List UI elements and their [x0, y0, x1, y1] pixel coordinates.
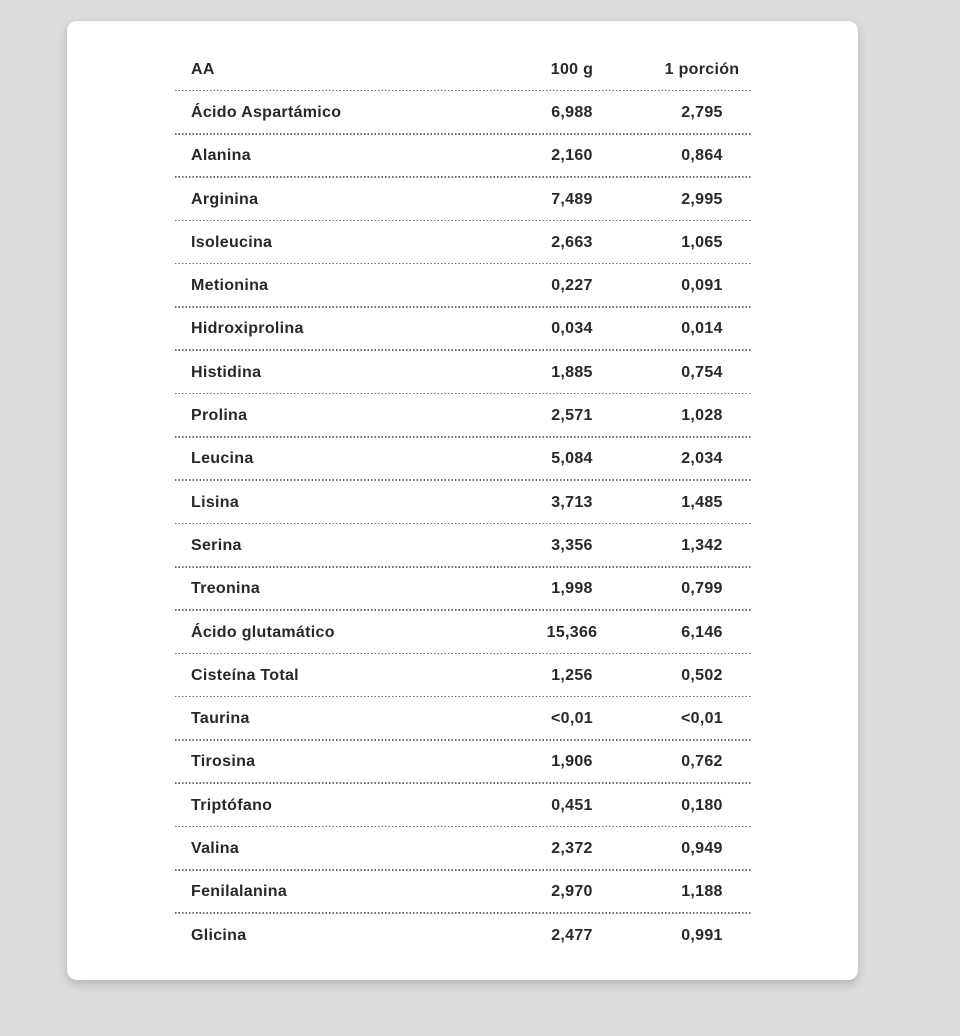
amino-acid-name: Metionina: [191, 277, 269, 295]
value-porcion: 0,991: [681, 926, 723, 944]
amino-acid-name: Histidina: [191, 363, 262, 381]
amino-acid-name: Cisteína Total: [191, 666, 299, 684]
value-porcion: 1,065: [681, 233, 723, 251]
amino-acid-name: Taurina: [191, 710, 250, 728]
column-header-porcion: 1 porción: [664, 60, 740, 78]
value-porcion: 2,795: [681, 103, 723, 121]
table-row: [175, 784, 752, 827]
amino-acid-name: Valina: [191, 839, 240, 857]
table-row: [175, 394, 752, 437]
column-header-aa: AA: [191, 60, 215, 78]
table-row: [175, 827, 752, 870]
value-100g: 0,034: [551, 320, 593, 338]
table-row: [175, 308, 752, 351]
amino-acid-table: [175, 48, 752, 957]
value-porcion: 1,028: [681, 407, 723, 425]
value-porcion: 0,949: [681, 839, 723, 857]
table-row: [175, 654, 752, 697]
value-100g: 0,227: [551, 277, 593, 295]
value-100g: 0,451: [551, 796, 593, 814]
value-porcion: 0,014: [681, 320, 723, 338]
amino-acid-name: Treonina: [191, 580, 261, 598]
amino-acid-name: Lisina: [191, 493, 240, 511]
table-row: [175, 568, 752, 611]
table-row: [175, 871, 752, 914]
table-row: [175, 524, 752, 567]
value-100g: 3,356: [551, 536, 593, 554]
table-row: [175, 481, 752, 524]
table-row: [175, 135, 752, 178]
amino-acid-name: Ácido Aspartámico: [191, 103, 342, 121]
value-porcion: 1,342: [681, 536, 723, 554]
amino-acid-name: Leucina: [191, 450, 254, 468]
amino-acid-name: Tirosina: [191, 753, 256, 771]
value-100g: <0,01: [551, 710, 593, 728]
table-row: [175, 914, 752, 957]
value-100g: 1,885: [551, 363, 593, 381]
value-100g: 2,372: [551, 839, 593, 857]
value-100g: 2,477: [551, 926, 593, 944]
value-porcion: 2,034: [681, 450, 723, 468]
amino-acid-name: Ácido glutamático: [191, 623, 335, 641]
table-header-row: [175, 48, 752, 91]
amino-acid-name: Prolina: [191, 407, 248, 425]
amino-acid-table-card: [67, 21, 858, 980]
table-row: [175, 178, 752, 221]
value-100g: 1,998: [551, 580, 593, 598]
value-porcion: 1,188: [681, 883, 723, 901]
table-row: [175, 91, 752, 134]
value-100g: 2,970: [551, 883, 593, 901]
value-porcion: <0,01: [681, 710, 723, 728]
table-row: [175, 221, 752, 264]
value-porcion: 2,995: [681, 190, 723, 208]
value-porcion: 0,502: [681, 666, 723, 684]
value-100g: 7,489: [551, 190, 593, 208]
amino-acid-name: Isoleucina: [191, 233, 273, 251]
value-porcion: 0,864: [681, 147, 723, 165]
value-100g: 5,084: [551, 450, 593, 468]
table-row: [175, 351, 752, 394]
amino-acid-name: Arginina: [191, 190, 259, 208]
value-porcion: 0,762: [681, 753, 723, 771]
amino-acid-name: Serina: [191, 536, 242, 554]
value-100g: 15,366: [546, 623, 598, 641]
value-100g: 2,571: [551, 407, 593, 425]
value-100g: 2,160: [551, 147, 593, 165]
table-row: [175, 611, 752, 654]
value-porcion: 0,180: [681, 796, 723, 814]
value-porcion: 0,799: [681, 580, 723, 598]
value-porcion: 1,485: [681, 493, 723, 511]
column-header-100g: 100 g: [550, 60, 594, 78]
value-100g: 2,663: [551, 233, 593, 251]
table-row: [175, 438, 752, 481]
value-porcion: 6,146: [681, 623, 723, 641]
value-porcion: 0,091: [681, 277, 723, 295]
value-100g: 1,906: [551, 753, 593, 771]
value-porcion: 0,754: [681, 363, 723, 381]
amino-acid-name: Hidroxiprolina: [191, 320, 304, 338]
table-row: [175, 741, 752, 784]
value-100g: 6,988: [551, 103, 593, 121]
amino-acid-name: Glicina: [191, 926, 247, 944]
amino-acid-name: Alanina: [191, 147, 251, 165]
value-100g: 1,256: [551, 666, 593, 684]
amino-acid-name: Triptófano: [191, 796, 273, 814]
value-100g: 3,713: [551, 493, 593, 511]
table-row: [175, 697, 752, 740]
table-row: [175, 264, 752, 307]
amino-acid-name: Fenilalanina: [191, 883, 288, 901]
